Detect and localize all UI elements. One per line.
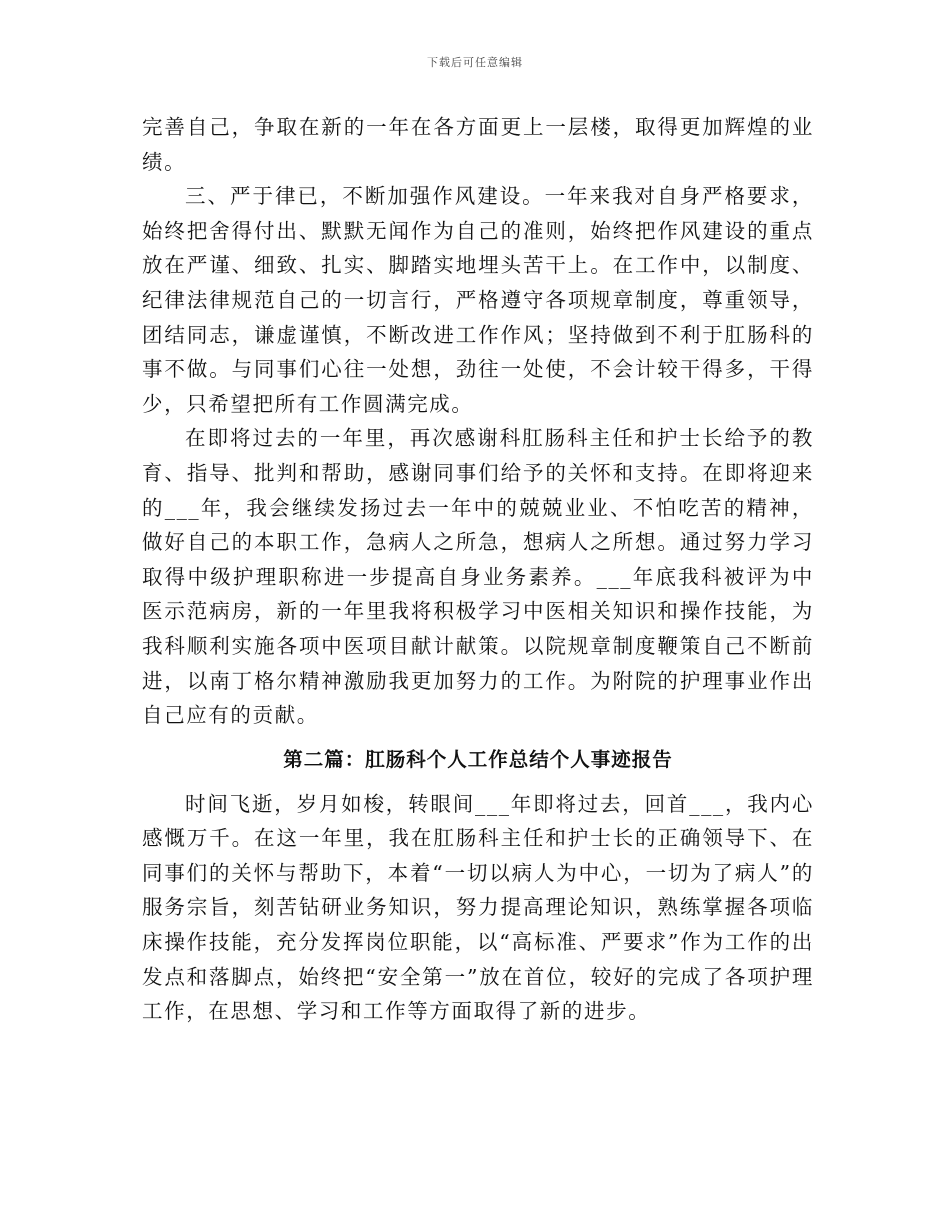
paragraph-continuation: 完善自己，争取在新的一年在各方面更上一层楼，取得更加辉煌的业绩。 xyxy=(142,115,814,174)
paragraph-discipline: 三、严于律已，不断加强作风建设。一年来我对自身严格要求，始终把舍得付出、默默无闻作为自己的准则，始终把作风建设的重点放在严谨、细致、扎实、脚踏实地埋头苦干上。在工作中，以制度、纪律法律规范自己的一切言行，严格遵守各项规章制度，尊重领导，团结同志，谦虚谨慎，不断改进工作作风；坚持做到不利于肛肠科的事不做。与同事们心往一处想，劲往一处使，不会计较干得多，干得少，只希望把所有工作圆满完成。 xyxy=(142,184,814,416)
document-body xyxy=(142,110,814,1029)
page-header-note: 下载后可任意编辑 xyxy=(427,56,523,69)
paragraph-thanks: 在即将过去的一年里，再次感谢科肛肠科主任和护士长给予的教育、指导、批判和帮助，感谢同事们给予的关怀和支持。在即将迎来的___年，我会继续发扬过去一年中的兢兢业业、不怕吃苦的精神，做好自己的本职工作，急病人之所急，想病人之所想。通过努力学习取得中级护理职称进一步提高自身业务素养。___年底我科被评为中医示范病房，新的一年里我将积极学习中医相关知识和操作技能，为我科顺利实施各项中医项目献计献策。以院规章制度鞭策自己不断前进，以南丁格尔精神激励我更加努力的工作。为附院的护理事业作出自己应有的贡献。 xyxy=(142,426,814,728)
paragraph-intro: 时间飞逝，岁月如梭，转眼间___年即将过去，回首___，我内心感慨万千。在这一年里，我在肛肠科主任和护士长的正确领导下、在同事们的关怀与帮助下，本着“一切以病人为中心，一切为了病人”的服务宗旨，刻苦钻研业务知识，努力提高理论知识，熟练掌握各项临床操作技能，充分发挥岗位职能，以“高标准、严要求”作为工作的出发点和落脚点，始终把“安全第一”放在首位，较好的完成了各项护理工作，在思想、学习和工作等方面取得了新的进步。 xyxy=(142,791,814,1024)
section-title: 第二篇：肛肠科个人工作总结个人事迹报告 xyxy=(283,747,673,771)
